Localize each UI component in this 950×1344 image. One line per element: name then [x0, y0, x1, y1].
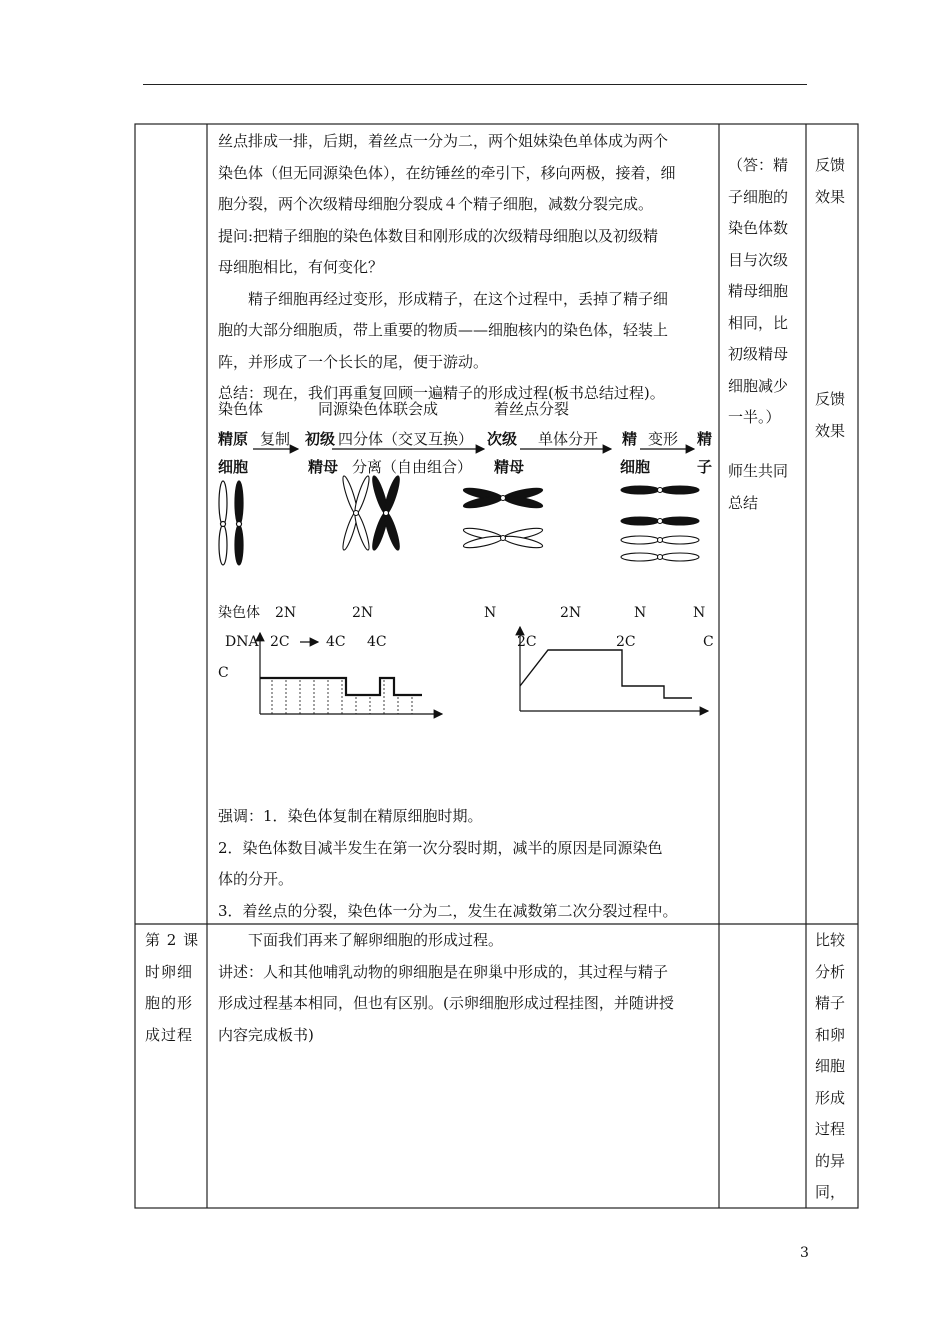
graph-label: DNA — [225, 634, 259, 650]
text-line: 精子细胞再经过变形，形成精子，在这个过程中，丢掉了精子细 — [218, 289, 669, 308]
graph-label: N — [634, 605, 647, 621]
text-line: 精母细胞 — [728, 282, 789, 300]
feedback-note — [815, 384, 853, 447]
flow-top-label: 染色体 — [218, 400, 264, 418]
graph-label: 2N — [352, 605, 374, 621]
text-line: 效果 — [815, 421, 846, 440]
text-line: 胞分裂，两个次级精母细胞分裂成４个精子细胞，减数分裂完成。 — [218, 195, 654, 213]
text-line: （答：精 — [728, 156, 789, 174]
comparison-note — [815, 925, 853, 1209]
text-line: 精子 — [815, 994, 846, 1012]
graph-label: 2C — [517, 634, 537, 650]
flow-stage-label: 精 — [697, 430, 713, 448]
text-line: 反馈 — [815, 156, 846, 174]
graph-label: 4C — [326, 634, 346, 650]
flow-stage-label: 细胞 — [218, 458, 249, 476]
graph-label: 2N — [560, 605, 582, 621]
flow-top-label: 着丝点分裂 — [494, 400, 570, 418]
text-line: 一半。） — [728, 408, 781, 426]
text-line: 形成 — [815, 1088, 846, 1107]
chromosome-count-graph — [520, 627, 708, 711]
text-line: 时卵细 — [145, 962, 194, 981]
text-line: 染色体（但无同源染色体），在纺锤丝的牵引下，移向两极，接着，细 — [218, 163, 676, 182]
text-line: 比较 — [815, 931, 846, 949]
flow-step-label: 四分体（交叉互换） — [338, 430, 474, 448]
secondary-spermatocyte-chromosomes — [463, 486, 544, 550]
text-line: 细胞 — [815, 1057, 846, 1075]
text-line: 胞的形 — [145, 994, 194, 1012]
text-line: 胞的大部分细胞质，带上重要的物质——细胞核内的染色体，轻装上 — [218, 321, 669, 339]
flow-top-label: 同源染色体联会成 — [318, 400, 439, 418]
text-line: 母细胞相比，有何变化？ — [218, 258, 384, 276]
text-line: 同， — [815, 1183, 846, 1201]
section-title — [145, 925, 203, 1051]
feedback-note — [815, 150, 853, 213]
emphasis-paragraph — [218, 801, 718, 927]
flow-step-label: 单体分开 — [538, 430, 599, 448]
text-line: 3．着丝点的分裂，染色体一分为二，发生在减数第二次分裂过程中。 — [218, 901, 678, 920]
text-line: 第 2 课 — [145, 931, 200, 949]
text-line: 下面我们再来了解卵细胞的形成过程。 — [218, 931, 504, 949]
text-line: 目与次级 — [728, 250, 789, 269]
text-line: 分析 — [815, 962, 846, 981]
text-line: 和卵 — [815, 1025, 846, 1044]
flow-stage-label: 精原 — [218, 430, 249, 448]
primary-spermatocyte-chromosomes — [340, 475, 401, 552]
text-line: 内容完成板书) — [218, 1025, 314, 1044]
flow-stage-label: 精母 — [494, 458, 525, 476]
text-line: 强调：1．染色体复制在精原细胞时期。 — [218, 807, 483, 825]
flow-step-label: 复制 — [260, 430, 291, 448]
page-number: 3 — [800, 1245, 809, 1261]
flow-step-label: 变形 — [648, 430, 679, 448]
text-line: 初级精母 — [728, 345, 789, 363]
spermatogonium-chromosomes — [219, 481, 243, 565]
spermatid-chromosomes — [621, 486, 699, 561]
text-line: 师生共同 — [728, 462, 789, 480]
text-line: 子细胞的 — [728, 187, 789, 206]
flow-stage-label: 子 — [697, 458, 713, 476]
text-line: 反馈 — [815, 390, 846, 408]
text-line: 成过程 — [145, 1025, 194, 1044]
graph-label: 染色体 — [218, 605, 260, 621]
text-line: 总结：现在，我们再重复回顾一遍精子的形成过程(板书总结过程)。 — [218, 384, 665, 402]
text-line: 总结 — [728, 493, 759, 512]
text-line: 2．染色体数目减半发生在第一次分裂时期，减半的原因是同源染色 — [218, 838, 663, 857]
flow-stage-label: 次级 — [487, 430, 518, 448]
text-line: 相同，比 — [728, 313, 789, 332]
flow-stage-label: 细胞 — [620, 458, 651, 476]
graph-label: C — [218, 665, 229, 681]
graph-label: 2C — [616, 634, 636, 650]
flow-step-label: 分离（自由组合） — [352, 458, 473, 476]
text-line: 效果 — [815, 187, 846, 206]
graph-label: 4C — [367, 634, 387, 650]
graph-label: N — [693, 605, 706, 621]
graph-label: C — [703, 634, 714, 650]
graph-label: 2N — [275, 605, 297, 621]
text-line: 的异 — [815, 1151, 846, 1170]
text-line: 体的分开。 — [218, 870, 294, 888]
text-line: 染色体数 — [728, 219, 789, 237]
text-line: 讲述：人和其他哺乳动物的卵细胞是在卵巢中形成的，其过程与精子 — [218, 962, 669, 981]
graph-label: 2C — [270, 634, 290, 650]
text-line: 细胞减少 — [728, 376, 789, 395]
text-line: 提问:把精子细胞的染色体数目和刚形成的次级精母细胞以及初级精 — [218, 226, 659, 245]
text-line: 形成过程基本相同，但也有区别。(示卵细胞形成过程挂图，并随讲授 — [218, 994, 674, 1012]
answer-note — [728, 150, 804, 434]
text-line: 过程 — [815, 1120, 846, 1138]
text-line: 阵，并形成了一个长长的尾，便于游动。 — [218, 352, 489, 371]
flow-stage-label: 精母 — [308, 458, 339, 476]
flow-stage-label: 初级 — [305, 430, 336, 448]
teacher-student-note — [728, 456, 804, 519]
text-line: 丝点排成一排，后期，着丝点一分为二，两个姐妹染色单体成为两个 — [218, 132, 669, 150]
flow-stage-label: 精 — [622, 430, 638, 448]
row2-paragraph — [218, 925, 718, 1051]
graph-label: N — [484, 605, 497, 621]
